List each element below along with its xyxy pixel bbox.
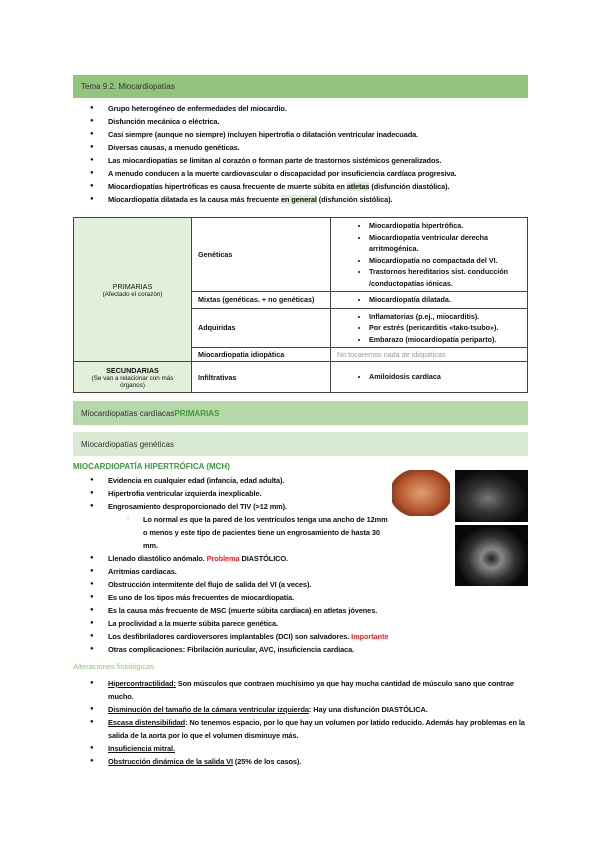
list-item: • Miocardiopatía no compactada del VI. [369,255,521,267]
heart-specimen-image [392,470,450,516]
mixtas-cell: Mixtas (genéticas. + no genéticas) [192,292,331,309]
text: : Hay una disfunción DIASTÓLICA. [308,705,428,714]
list-item [90,180,530,193]
list-item [90,630,548,643]
text: DIASTÓLICO. [239,554,289,563]
list-item: ● Las miocardiopatías se limitan al corazón o forman parte de trastornos sistémicos generalizados. [90,154,530,167]
term: Escasa distensibilidad [108,718,186,727]
list-item: ○ Lo normal es que la pared de los ventrículos tenga una ancho de 12mm o menos y este tipo de pacientes tiene un engrosamiento de hasta 30 mm. [90,513,390,552]
alteraciones-heading: Alteraciones fisiológicas [73,662,155,671]
list-item: • Miocardiopatía hipertrófica. [369,220,521,232]
primarias-cell [74,218,192,362]
list-item: ● Engrosamiento desproporcionado del TIV (>12 mm). [90,500,390,513]
text: Los desfibriladores cardioversores implantables (DCI) son salvadores. [108,632,352,641]
list-item [90,703,530,716]
title-bar [73,75,528,98]
list-item: ● Grupo heterogéneo de enfermedades del miocardio. [90,102,530,115]
label: SECUNDARIAS [106,365,159,375]
list-item: ● Obstrucción intermitente del flujo de salida del VI (a veces). [90,578,390,591]
list-item: • Miocardiopatía ventricular derecha arritmogénica. [369,232,521,255]
echocardiogram-short-axis-image [455,525,528,586]
list-item: • Por estrés (pericarditis «tako-tsubo»). [369,322,521,334]
text: : No tenemos espacio, por lo que hay un volumen por latido reducido. Además hay problemas en la salida de la aorta por lo que el volumen disminuye más. [108,718,525,740]
list-item: ● La proclividad a la muerte súbita parece genética. [90,617,390,630]
term: Disminución del tamaño de la cámara ventricular izquierda [108,705,309,714]
list-item: ● Otras complicaciones: Fibrilación auricular, AVC, insuficiencia cardiaca. [90,643,548,656]
note: No tocaremos nada de idiopáticas [331,348,528,362]
list-item: ● Es uno de los tipos más frecuentes de miocardiopatía. [90,591,390,604]
adquiridas-cell: Adquiridas [192,308,331,348]
text: PRIMARIAS [174,408,220,418]
text: Importante [351,632,389,641]
list-item: ● Es la causa más frecuente de MSC (muerte súbita cardiaca) en atletas jóvenes. [90,604,548,617]
list-item [90,755,530,768]
classification-table [73,217,528,393]
list-item: • Miocardiopatía dilatada. [369,294,521,306]
note: (Afectado el corazón) [102,290,163,298]
list-item [90,742,530,755]
list-item [90,193,530,206]
idiopatica-cell: Miocardiopatía idiopática [192,348,331,362]
infiltrativas-cell: Infiltrativas [192,362,331,393]
list-item: ● Disfunción mecánica o eléctrica. [90,115,530,128]
text: Miocardiopatía dilatada es la causa más frecuente [108,195,281,204]
text: Miocardiopatías hipertróficas es causa frecuente de muerte súbita en [108,182,347,191]
highlight: en general [280,195,317,204]
note: (Se van a relacionar con más órganos) [91,374,174,389]
list-item [90,716,530,742]
list-item: ● A menudo conducen a la muerte cardiovascular o discapacidad por insuficiencia cardíaca progresiva. [90,167,530,180]
section-bar-geneticas [73,432,528,456]
term: Obstrucción dinámica de la salida VI [108,757,233,766]
section-bar-primarias [73,401,528,425]
intro-list [90,102,530,206]
list-item: • Inflamatorias (p.ej., miocarditis). [369,311,521,323]
geneticas-cell: Genéticas [192,218,331,292]
list-item: • Amiloidosis cardíaca [369,371,521,383]
list-item: ● Casi siempre (aunque no siempre) incluyen hipertrofia o dilatación ventricular inadecuada. [90,128,530,141]
page-title: Tema 9.2. Miocardiopatías [81,82,175,91]
text: (disfunción diastólica). [369,182,450,191]
list-item [90,677,530,703]
list-item: • Embarazo (miocardiopatía periparto). [369,334,521,346]
list-item: • Trastornos hereditarios sist. conducción /conductopatías iónicas. [369,266,521,289]
mch-list [90,474,390,656]
label: PRIMARIAS [112,281,153,291]
list-item: ● Arritmias cardiacas. [90,565,390,578]
alteraciones-list [90,677,530,768]
list-item: ● Evidencia en cualquier edad (infancia, edad adulta). [90,474,390,487]
text: (25% de los casos). [232,757,302,766]
list-item: ● Diversas causas, a menudo genéticas. [90,141,530,154]
term: Hipercontractilidad: [108,679,176,688]
text: Miocardiopatías genéticas [81,439,174,449]
secundarias-cell [74,362,192,393]
text: Son músculos que contraen muchísimo ya que hay mucha cantidad de músculo sano que contrae mucho. [108,679,514,701]
text: Miocardiopatías cardíacas [81,408,175,418]
text: (disfunción sistólica). [316,195,393,204]
text: Llenado diastólico anómalo. [108,554,207,563]
mch-heading: MIOCARDIOPATÍA HIPERTRÓFICA (MCH) [73,462,230,471]
term: Insuficiencia mitral. [108,744,175,753]
text: Problema [206,554,240,563]
echocardiogram-image [455,470,528,522]
list-item: ● Hipertrofia ventricular izquierda inexplicable. [90,487,390,500]
highlight: atletas [346,182,370,191]
